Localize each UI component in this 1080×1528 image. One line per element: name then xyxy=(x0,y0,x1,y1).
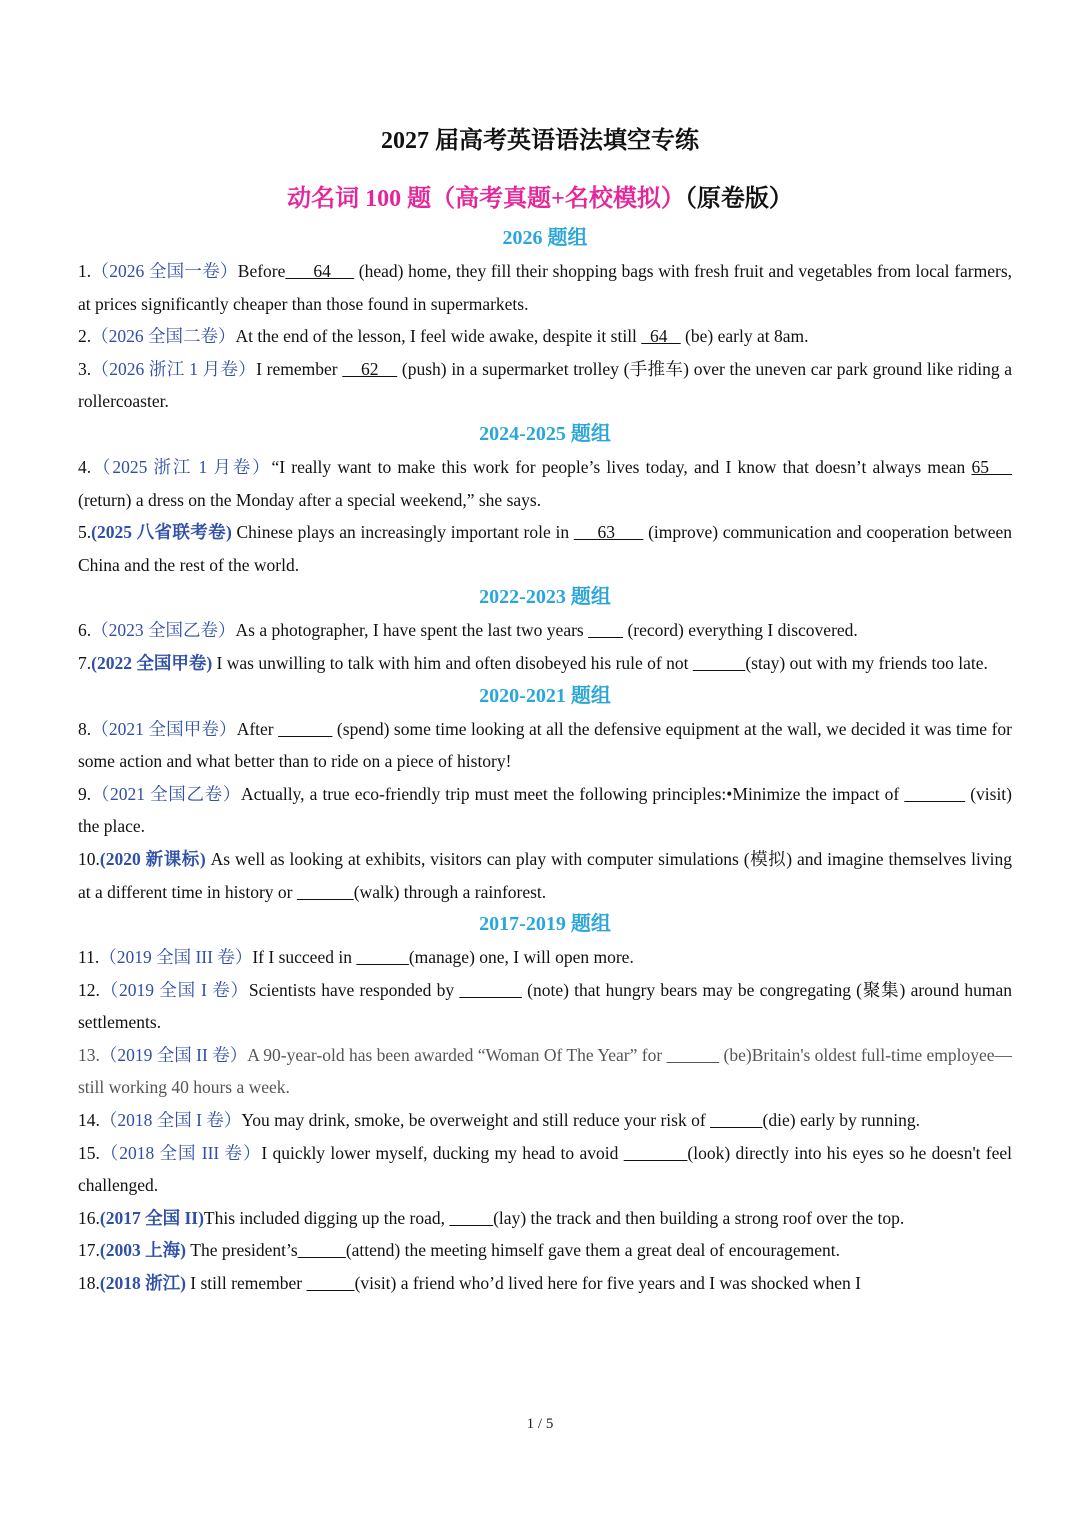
question-source: (2022 全国甲卷) xyxy=(91,652,213,673)
question-text-after: (visit) the place. xyxy=(78,783,1012,837)
question-text-after: (look) directly into his eyes so he doesn't feel challenged. xyxy=(78,1142,1013,1196)
question-number: 13. xyxy=(78,1044,100,1065)
question-text-after: (head) home, they fill their shopping bags with fresh fruit and vegetables from local farmers, at prices significantly cheaper than those found in supermarkets. xyxy=(78,261,1013,314)
question-text-before: As a photographer, I have spent the last two years xyxy=(235,620,589,641)
question-item xyxy=(78,941,1012,974)
question-text-before: Actually, a true eco-friendly trip must meet the following principles:•Minimize the impact of xyxy=(241,783,905,804)
answer-blank[interactable]: 64 xyxy=(285,261,355,281)
question-text-after: (manage) one, I will open more. xyxy=(408,947,634,968)
question-source: （2018 全国 I 卷） xyxy=(99,1110,242,1131)
answer-blank[interactable] xyxy=(449,1208,493,1228)
question-text-before: A 90-year-old has been awarded “Woman Of The Year” for xyxy=(247,1044,667,1065)
question-number: 16. xyxy=(78,1207,100,1228)
question-text-before: As well as looking at exhibits, visitors can play with computer simulations (模拟) and imagine themselves living at a different time in history or xyxy=(78,848,1013,902)
question-text-after: (be) early at 8am. xyxy=(680,326,809,347)
question-source: (2025 八省联考卷) xyxy=(91,522,232,543)
answer-blank[interactable] xyxy=(667,1045,720,1065)
question-text-after: (record) everything I discovered. xyxy=(623,620,858,641)
question-source: （2026 全国一卷） xyxy=(91,261,238,281)
question-text-after: (return) a dress on the Monday after a special weekend,” she says. xyxy=(78,489,542,510)
question-number: 2. xyxy=(78,326,92,347)
question-number: 14. xyxy=(78,1110,100,1131)
question-source: （2019 全国 III 卷） xyxy=(99,947,253,968)
question-item xyxy=(78,778,1012,843)
question-text-before: You may drink, smoke, be overweight and still reduce your risk of xyxy=(241,1110,711,1131)
question-item xyxy=(78,451,1012,516)
question-text-after: (lay) the track and then building a strong roof over the top. xyxy=(493,1207,905,1228)
question-item xyxy=(78,1202,1012,1235)
question-text-after: (note) that hungry bears may be congregating (聚集) around human settlements. xyxy=(78,979,1013,1033)
question-text-before: This included digging up the road, xyxy=(203,1207,450,1228)
subtitle-version: （原卷版） xyxy=(684,186,793,212)
question-number: 5. xyxy=(78,522,92,543)
question-source: （2021 全国乙卷） xyxy=(91,783,242,804)
answer-blank[interactable]: 65 xyxy=(971,456,1013,477)
subtitle-main: 动名词 100 题（高考真题+名校模拟） xyxy=(287,186,685,212)
question-text-before: I was unwilling to talk with him and often disobeyed his rule of not xyxy=(212,652,693,673)
answer-blank[interactable] xyxy=(624,1143,688,1163)
question-number: 9. xyxy=(78,783,92,804)
question-source: （2026 浙江 1 月卷） xyxy=(91,358,257,379)
question-text-before: If I succeed in xyxy=(252,947,357,968)
group-heading: 2017-2019 题组 xyxy=(479,913,611,936)
question-text-before: “I really want to make this work for people’s lives today, and I know that doesn’t always mean xyxy=(271,456,972,477)
answer-blank[interactable] xyxy=(278,719,332,739)
question-source: （2019 全国 II 卷） xyxy=(99,1044,248,1065)
question-number: 3. xyxy=(78,358,92,379)
question-number: 1. xyxy=(78,261,92,281)
question-item xyxy=(78,974,1012,1039)
question-number: 11. xyxy=(78,947,100,968)
question-item xyxy=(78,516,1012,581)
question-source: （2019 全国 I 卷） xyxy=(99,979,249,1000)
page-number: 1 / 5 xyxy=(526,1416,554,1432)
question-source: （2023 全国乙卷） xyxy=(91,620,236,641)
question-text-before: After xyxy=(236,718,279,739)
answer-blank[interactable] xyxy=(306,1273,354,1293)
question-text-before: Scientists have responded by xyxy=(248,979,460,1000)
question-number: 15. xyxy=(78,1142,100,1163)
question-item xyxy=(78,1104,1012,1137)
question-text-before: Chinese plays an increasingly important role in xyxy=(231,522,574,543)
question-item xyxy=(78,843,1012,908)
question-text-before: The president’s xyxy=(185,1240,298,1261)
question-item xyxy=(78,1234,1012,1267)
question-source: (2017 全国 II) xyxy=(99,1207,204,1228)
question-text-after: (improve) communication and cooperation between China and the rest of the world. xyxy=(78,522,1013,575)
question-list xyxy=(78,222,1012,1300)
question-text-before: At the end of the lesson, I feel wide awake, despite it still xyxy=(235,326,642,347)
question-source: （2018 全国 III 卷） xyxy=(99,1142,262,1163)
page-subtitle xyxy=(0,178,1080,213)
question-item xyxy=(78,353,1012,418)
answer-blank[interactable] xyxy=(298,1240,346,1260)
answer-blank[interactable] xyxy=(297,882,354,902)
question-item xyxy=(78,713,1012,778)
answer-blank[interactable]: 62 xyxy=(342,358,398,379)
question-text-before: I quickly lower myself, ducking my head to avoid xyxy=(261,1142,624,1163)
question-text-after: (walk) through a rainforest. xyxy=(353,881,547,902)
question-item xyxy=(78,320,1012,353)
question-item xyxy=(78,255,1012,320)
answer-blank[interactable] xyxy=(588,620,623,640)
question-source: （2021 全国甲卷） xyxy=(91,718,237,739)
question-number: 10. xyxy=(78,848,100,869)
question-text-before: I remember xyxy=(256,358,343,379)
question-number: 17. xyxy=(78,1240,100,1261)
question-source: （2026 全国二卷） xyxy=(91,326,236,347)
question-number: 12. xyxy=(78,979,100,1000)
answer-blank[interactable]: 63 xyxy=(573,522,644,543)
question-item xyxy=(78,647,1012,680)
group-heading: 2022-2023 题组 xyxy=(479,586,611,609)
question-text-after: (stay) out with my friends too late. xyxy=(745,652,988,673)
question-item xyxy=(78,1267,1012,1300)
question-text-before: Before xyxy=(237,261,286,281)
question-source: (2018 浙江) xyxy=(99,1273,186,1294)
question-item xyxy=(78,1039,1012,1104)
question-source: (2020 新课标) xyxy=(99,848,206,869)
question-text-after: (die) early by running. xyxy=(762,1110,920,1131)
question-number: 8. xyxy=(78,718,92,739)
group-heading: 2026 题组 xyxy=(502,227,588,249)
question-text-after: (attend) the meeting himself gave them a great deal of encouragement. xyxy=(345,1240,840,1261)
question-number: 6. xyxy=(78,620,92,641)
question-text-after: (push) in a supermarket trolley (手推车) over the uneven car park ground like riding a rollercoaster. xyxy=(78,358,1013,412)
question-text-before: I still remember xyxy=(185,1273,307,1294)
page-title: 2027 届高考英语语法填空专练 xyxy=(381,128,699,154)
answer-blank[interactable] xyxy=(356,947,409,967)
question-item xyxy=(78,1137,1012,1202)
answer-blank[interactable] xyxy=(693,653,746,673)
group-heading: 2024-2025 题组 xyxy=(479,422,611,445)
question-source: （2025 浙江 1 月卷） xyxy=(91,456,272,477)
question-item xyxy=(78,614,1012,647)
group-heading: 2020-2021 题组 xyxy=(479,684,611,707)
answer-blank[interactable] xyxy=(459,980,522,1000)
question-text-after: (spend) some time looking at all the defensive equipment at the wall, we decided it was time for some action and what better than to ride on a piece of history! xyxy=(78,718,1013,772)
question-number: 18. xyxy=(78,1273,100,1294)
question-text-after: (visit) a friend who’d lived here for five years and I was shocked when I xyxy=(354,1273,861,1294)
answer-blank[interactable]: 64 xyxy=(641,326,681,347)
question-number: 4. xyxy=(78,456,92,477)
question-source: (2003 上海) xyxy=(99,1240,186,1261)
question-text-after: (be)Britain's oldest full-time employee—still working 40 hours a week. xyxy=(78,1044,1012,1098)
answer-blank[interactable] xyxy=(710,1110,763,1130)
answer-blank[interactable] xyxy=(904,784,965,804)
question-number: 7. xyxy=(78,652,92,673)
